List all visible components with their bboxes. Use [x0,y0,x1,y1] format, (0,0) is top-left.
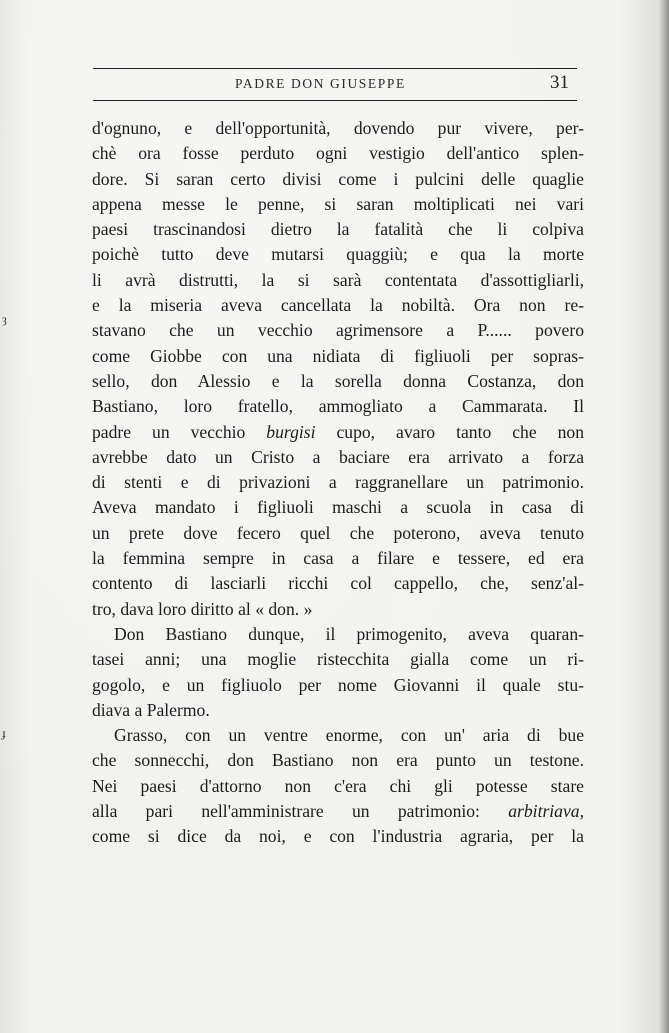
page-edge-shadow [659,0,669,1033]
margin-mark: ȝ [2,312,7,326]
text-line: li avrà distrutti, la si sarà contentata d'assottigliarli, [92,269,584,290]
text-line: come si dice da noi, e con l'industria agraria, per la [92,826,584,847]
text-line: che sonnecchi, don Bastiano non era punto un testone. [92,750,584,771]
text-line: tasei anni; una moglie ristecchita gialla come un ri- [92,649,584,670]
margin-mark: ɟ [2,726,6,740]
body-text [92,116,584,850]
text-line: chè ora fosse perduto ogni vestigio dell'antico splen- [92,143,584,164]
text-line: tro, dava loro diritto al « don. » [92,598,313,619]
text-line: paesi trascinandosi dietro la fatalità che li colpiva [92,219,584,240]
text-line: Grasso, con un ventre enorme, con un' aria di bue [114,725,584,746]
running-title: PADRE DON GIUSEPPE [235,76,406,91]
running-head [93,74,577,96]
text-line: diava a Palermo. [92,699,210,720]
text-line: Nei paesi d'attorno non c'era chi gli potesse stare [92,775,584,796]
text-line: di stenti e di privazioni a raggranellare un patrimonio. [92,472,584,493]
header-rule-bottom [93,100,577,101]
text-line: Bastiano, loro fratello, ammogliato a Cammarata. Il [92,396,584,417]
text-line: la femmina sempre in casa a filare e tessere, ed era [92,548,584,569]
text-line: stavano che un vecchio agrimensore a P...... povero [92,320,584,341]
page-number: 31 [550,72,569,93]
text-line: Don Bastiano dunque, il primogenito, aveva quaran- [114,623,584,644]
text-line: poichè tutto deve mutarsi quaggiù; e qua la morte [92,244,584,265]
text-line: alla pari nell'amministrare un patrimonio: arbitriava, [92,801,584,822]
italic-word: burgisi [266,421,316,442]
text-line: contento di lasciarli ricchi col cappello, che, senz'al- [92,573,584,594]
text-line: appena messe le penne, si saran moltiplicati nei vari [92,193,584,214]
text-line: Aveva mandato i figliuoli maschi a scuola in casa di [92,497,584,518]
text-line: gogolo, e un figliuolo per nome Giovanni il quale stu- [92,674,584,695]
text-line: un prete dove fecero quel che poterono, aveva tenuto [92,522,584,543]
text-line: dore. Si saran certo divisi come i pulcini delle quaglie [92,168,584,189]
text-line: come Giobbe con una nidiata di figliuoli per sopras- [92,345,584,366]
text-line: e la miseria aveva cancellata la nobiltà. Ora non re- [92,295,584,316]
text-line: avrebbe dato un Cristo a baciare era arrivato a forza [92,446,584,467]
header-rule-top [93,68,577,69]
text-line: d'ognuno, e dell'opportunità, dovendo pur vivere, per- [92,118,584,138]
text-line: sello, don Alessio e la sorella donna Costanza, don [92,370,584,391]
italic-word: arbitriava, [508,801,584,822]
text-line: padre un vecchio burgisi cupo, avaro tanto che non [92,421,584,442]
